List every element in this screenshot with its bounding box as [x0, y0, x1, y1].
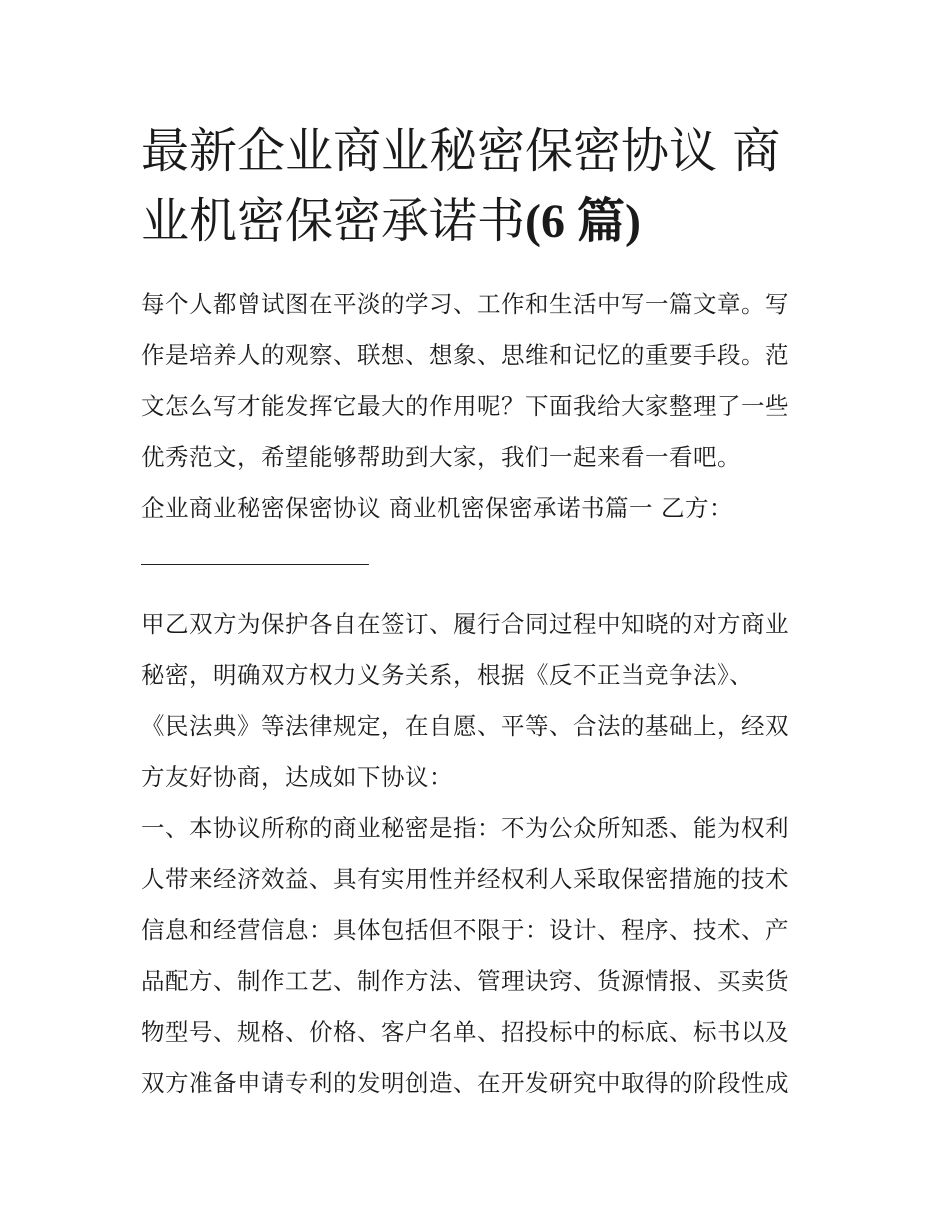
party-b-blank	[141, 534, 821, 585]
preamble-line: 秘密，明确双方权力义务关系，根据《反不正当竞争法》、	[141, 661, 754, 689]
preamble-line: 《民法典》等法律规定，在自愿、平等、合法的基础上，经双	[141, 712, 789, 740]
preamble-paragraph	[141, 599, 821, 803]
document-title	[141, 116, 821, 257]
title-article-count: (6 篇)	[525, 195, 641, 248]
clause-line: 一、本协议所称的商业秘密是指：不为公众所知悉、能为权利	[141, 814, 789, 842]
clause-line: 信息和经营信息：具体包括但不限于：设计、程序、技术、产	[141, 916, 789, 944]
title-line-2: 业机密保密承诺书	[141, 193, 526, 249]
clause-line: 人带来经济效益、具有实用性并经权利人采取保密措施的技术	[141, 865, 789, 893]
preamble-line: 方友好协商，达成如下协议：	[141, 763, 453, 791]
intro-line: 文怎么写才能发挥它最大的作用呢？下面我给大家整理了一些	[141, 392, 789, 420]
clause-line: 物型号、规格、价格、客户名单、招投标中的标底、标书以及	[141, 1018, 789, 1046]
clause-line: 双方准备申请专利的发明创造、在开发研究中取得的阶段性成	[141, 1069, 789, 1097]
intro-line: 每个人都曾试图在平淡的学习、工作和生活中写一篇文章。写	[141, 290, 789, 318]
clause-line: 品配方、制作工艺、制作方法、管理诀窍、货源情报、买卖货	[141, 967, 789, 995]
intro-line: 作是培养人的观察、联想、想象、思维和记忆的重要手段。范	[141, 341, 789, 369]
clause-1-paragraph	[141, 803, 821, 1109]
title-line-1: 最新企业商业秘密保密协议 商	[141, 123, 781, 179]
intro-paragraph	[141, 279, 821, 483]
fill-in-underline	[141, 564, 369, 565]
intro-line: 优秀范文，希望能够帮助到大家，我们一起来看一看吧。	[141, 443, 741, 471]
preamble-line: 甲乙双方为保护各自在签订、履行合同过程中知晓的对方商业	[141, 610, 789, 638]
document-body	[141, 279, 821, 1109]
section-heading: 企业商业秘密保密协议 商业机密保密承诺书篇一 乙方：	[141, 494, 733, 522]
